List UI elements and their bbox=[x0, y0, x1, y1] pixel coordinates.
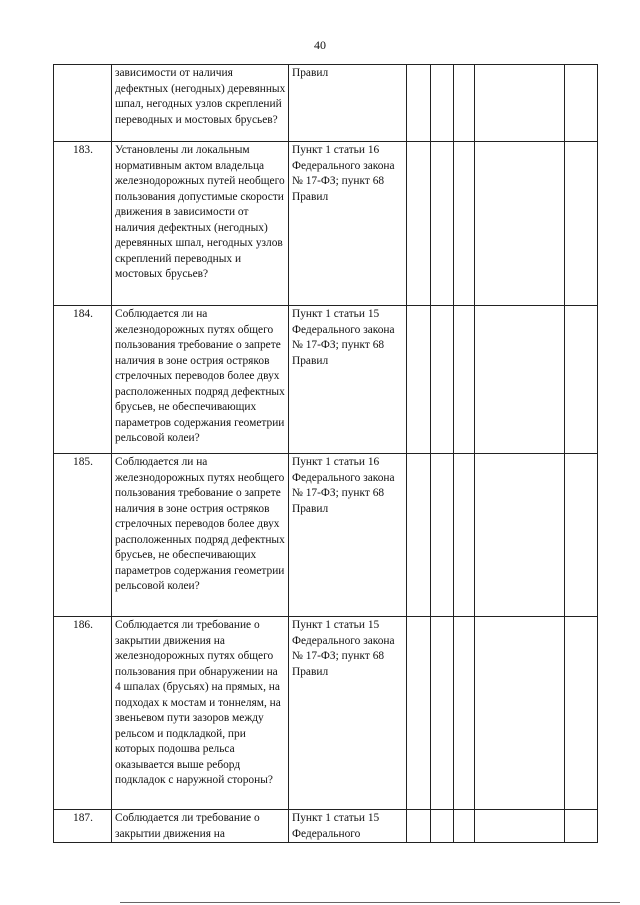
check-cell bbox=[565, 65, 598, 142]
check-cell bbox=[475, 810, 565, 843]
check-cell bbox=[565, 306, 598, 454]
check-cell bbox=[454, 454, 475, 617]
check-cell bbox=[565, 142, 598, 306]
row-number: 187. bbox=[54, 810, 112, 843]
question-text: Соблюдается ли на железнодорожных путях необщего пользования требование о запрете наличия в зоне острия остряков стрелочных переводов более двух расположенных подряд дефектных брусьев, не обеспечивающих параметров содержания геометрии рельсовой колеи? bbox=[112, 454, 289, 617]
table-row bbox=[54, 65, 598, 142]
check-cell bbox=[565, 810, 598, 843]
legal-basis: Пункт 1 статьи 15 Федерального закона № 17-ФЗ; пункт 68 Правил bbox=[289, 306, 407, 454]
row-number bbox=[54, 65, 112, 142]
legal-basis: Пункт 1 статьи 16 Федерального закона № 17-ФЗ; пункт 68 Правил bbox=[289, 454, 407, 617]
question-text: Соблюдается ли требование о закрытии движения на железнодорожных путях общего пользования при обнаружении на 4 шпалах (брусьях) на прямых, на подходах к мостам и тоннелям, на звеньевом пути зазоров между рельсом и подкладкой, при которых подошва рельса оказывается выше реборд подкладок с наружной стороны? bbox=[112, 617, 289, 810]
checklist-table bbox=[53, 64, 598, 843]
check-cell bbox=[475, 306, 565, 454]
check-cell bbox=[407, 454, 431, 617]
table-row bbox=[54, 306, 598, 454]
legal-basis: Пункт 1 статьи 15 Федерального закона № 17-ФЗ; пункт 68 Правил bbox=[289, 617, 407, 810]
question-text: Установлены ли локальным нормативным актом владельца железнодорожных путей необщего пользования допустимые скорости движения в зависимости от наличия дефектных (негодных) деревянных шпал, негодных узлов скреплений переводных и мостовых брусьев? bbox=[112, 142, 289, 306]
legal-basis: Пункт 1 статьи 16 Федерального закона № 17-ФЗ; пункт 68 Правил bbox=[289, 142, 407, 306]
row-number: 183. bbox=[54, 142, 112, 306]
check-cell bbox=[431, 306, 454, 454]
row-number: 185. bbox=[54, 454, 112, 617]
question-text: Соблюдается ли требование о закрытии движения на bbox=[112, 810, 289, 843]
check-cell bbox=[407, 306, 431, 454]
check-cell bbox=[454, 65, 475, 142]
legal-basis: Правил bbox=[289, 65, 407, 142]
question-text: Соблюдается ли на железнодорожных путях общего пользования требование о запрете наличия в зоне острия остряков стрелочных переводов более двух расположенных подряд дефектных брусьев, не обеспечивающих параметров содержания геометрии рельсовой колеи? bbox=[112, 306, 289, 454]
check-cell bbox=[475, 617, 565, 810]
table-row bbox=[54, 454, 598, 617]
question-text: зависимости от наличия дефектных (негодных) деревянных шпал, негодных узлов скреплений переводных и мостовых брусьев? bbox=[112, 65, 289, 142]
check-cell bbox=[431, 65, 454, 142]
check-cell bbox=[454, 142, 475, 306]
check-cell bbox=[565, 454, 598, 617]
check-cell bbox=[407, 65, 431, 142]
check-cell bbox=[565, 617, 598, 810]
page-number: 40 bbox=[314, 38, 326, 52]
row-number: 184. bbox=[54, 306, 112, 454]
row-number: 186. bbox=[54, 617, 112, 810]
table-row bbox=[54, 617, 598, 810]
check-cell bbox=[407, 810, 431, 843]
check-cell bbox=[431, 454, 454, 617]
table-row bbox=[54, 142, 598, 306]
bottom-edge-line bbox=[120, 902, 620, 903]
check-cell bbox=[407, 142, 431, 306]
check-cell bbox=[475, 454, 565, 617]
check-cell bbox=[431, 617, 454, 810]
check-cell bbox=[454, 810, 475, 843]
check-cell bbox=[475, 142, 565, 306]
check-cell bbox=[454, 306, 475, 454]
check-cell bbox=[454, 617, 475, 810]
legal-basis: Пункт 1 статьи 15 Федерального bbox=[289, 810, 407, 843]
check-cell bbox=[431, 810, 454, 843]
table-row bbox=[54, 810, 598, 843]
check-cell bbox=[475, 65, 565, 142]
check-cell bbox=[431, 142, 454, 306]
check-cell bbox=[407, 617, 431, 810]
